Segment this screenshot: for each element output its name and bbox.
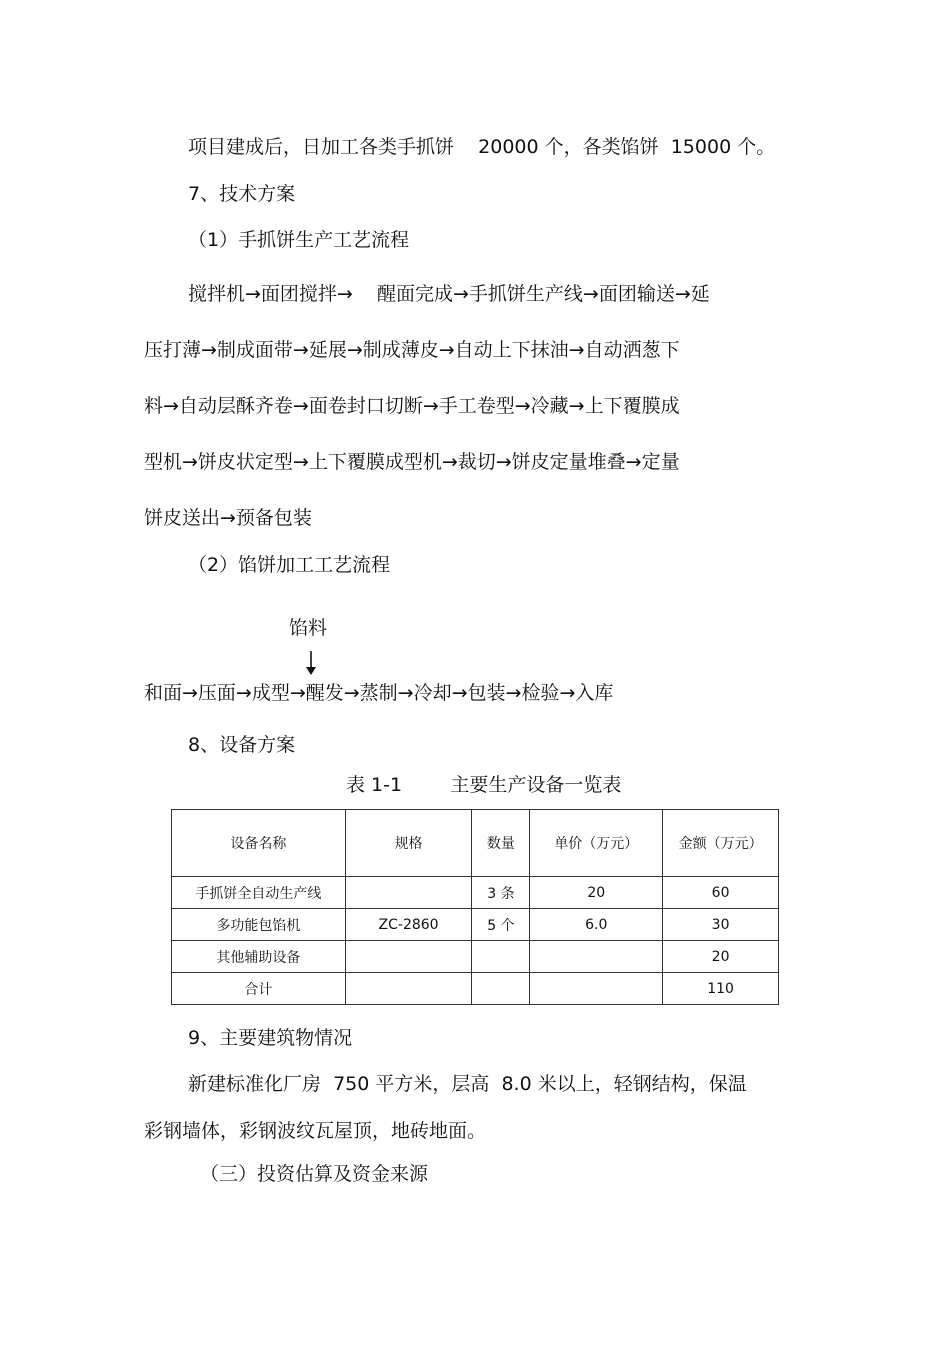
header-cell: 金额（万元） xyxy=(663,810,779,877)
subsection-1-heading: （1）手抓饼生产工艺流程 xyxy=(188,229,410,251)
table-cell: 110 xyxy=(663,973,779,1005)
flow-line-3: 料→自动层酥齐卷→面卷封口切断→手工卷型→冷藏→上下覆膜成 xyxy=(144,395,680,417)
equipment-table xyxy=(171,809,779,1005)
table-cell: ZC-2860 xyxy=(345,909,472,941)
table-cell: 多功能包馅机 xyxy=(172,909,346,941)
table-cell xyxy=(530,973,663,1005)
table-total-row xyxy=(172,973,779,1005)
section-9-heading: 9、主要建筑物情况 xyxy=(188,1027,353,1049)
flow-line-1: 搅拌机→面团搅拌→ 醒面完成→手抓饼生产线→面团输送→延 xyxy=(188,283,710,305)
table-cell: 6.0 xyxy=(530,909,663,941)
header-cell: 单价（万元） xyxy=(530,810,663,877)
section-8-heading: 8、设备方案 xyxy=(188,734,296,756)
header-cell: 设备名称 xyxy=(172,810,346,877)
building-paragraph-line-2: 彩钢墙体，彩钢波纹瓦屋顶，地砖地面。 xyxy=(144,1120,487,1142)
part-3-heading: （三）投资估算及资金来源 xyxy=(200,1163,429,1185)
header-cell: 规格 xyxy=(345,810,472,877)
table-row xyxy=(172,941,779,973)
building-paragraph-line-1: 新建标准化厂房 750 平方米，层高 8.0 米以上，轻钢结构，保温 xyxy=(188,1073,747,1095)
table-cell: 60 xyxy=(663,877,779,909)
table-cell: 20 xyxy=(530,877,663,909)
table-cell: 3 条 xyxy=(472,877,530,909)
flow-line-2: 压打薄→制成面带→延展→制成薄皮→自动上下抹油→自动洒葱下 xyxy=(144,339,680,361)
header-cell: 数量 xyxy=(472,810,530,877)
table-cell: 手抓饼全自动生产线 xyxy=(172,877,346,909)
subsection-2-heading: （2）馅饼加工工艺流程 xyxy=(188,554,391,576)
section-7-heading: 7、技术方案 xyxy=(188,183,296,205)
table-cell xyxy=(472,941,530,973)
flow-line-4: 型机→饼皮状定型→上下覆膜成型机→裁切→饼皮定量堆叠→定量 xyxy=(144,451,680,473)
table-row xyxy=(172,909,779,941)
table-cell: 5 个 xyxy=(472,909,530,941)
filled-pie-flow: 和面→压面→成型→醒发→蒸制→冷却→包装→检验→入库 xyxy=(144,682,614,704)
table-header-row xyxy=(172,810,779,877)
table-cell: 30 xyxy=(663,909,779,941)
down-arrow-icon xyxy=(304,650,318,676)
table-cell xyxy=(345,941,472,973)
table-cell: 合计 xyxy=(172,973,346,1005)
filling-label: 馅料 xyxy=(289,617,328,639)
table-row xyxy=(172,877,779,909)
table-cell: 20 xyxy=(663,941,779,973)
table-cell xyxy=(345,877,472,909)
table-cell xyxy=(530,941,663,973)
table-caption: 表 1-1 主要生产设备一览表 xyxy=(346,774,622,796)
flow-line-5: 饼皮送出→预备包装 xyxy=(144,507,312,529)
intro-paragraph: 项目建成后，日加工各类手抓饼 20000 个，各类馅饼 15000 个。 xyxy=(188,136,776,158)
table-cell: 其他辅助设备 xyxy=(172,941,346,973)
table-cell xyxy=(472,973,530,1005)
table-cell xyxy=(345,973,472,1005)
